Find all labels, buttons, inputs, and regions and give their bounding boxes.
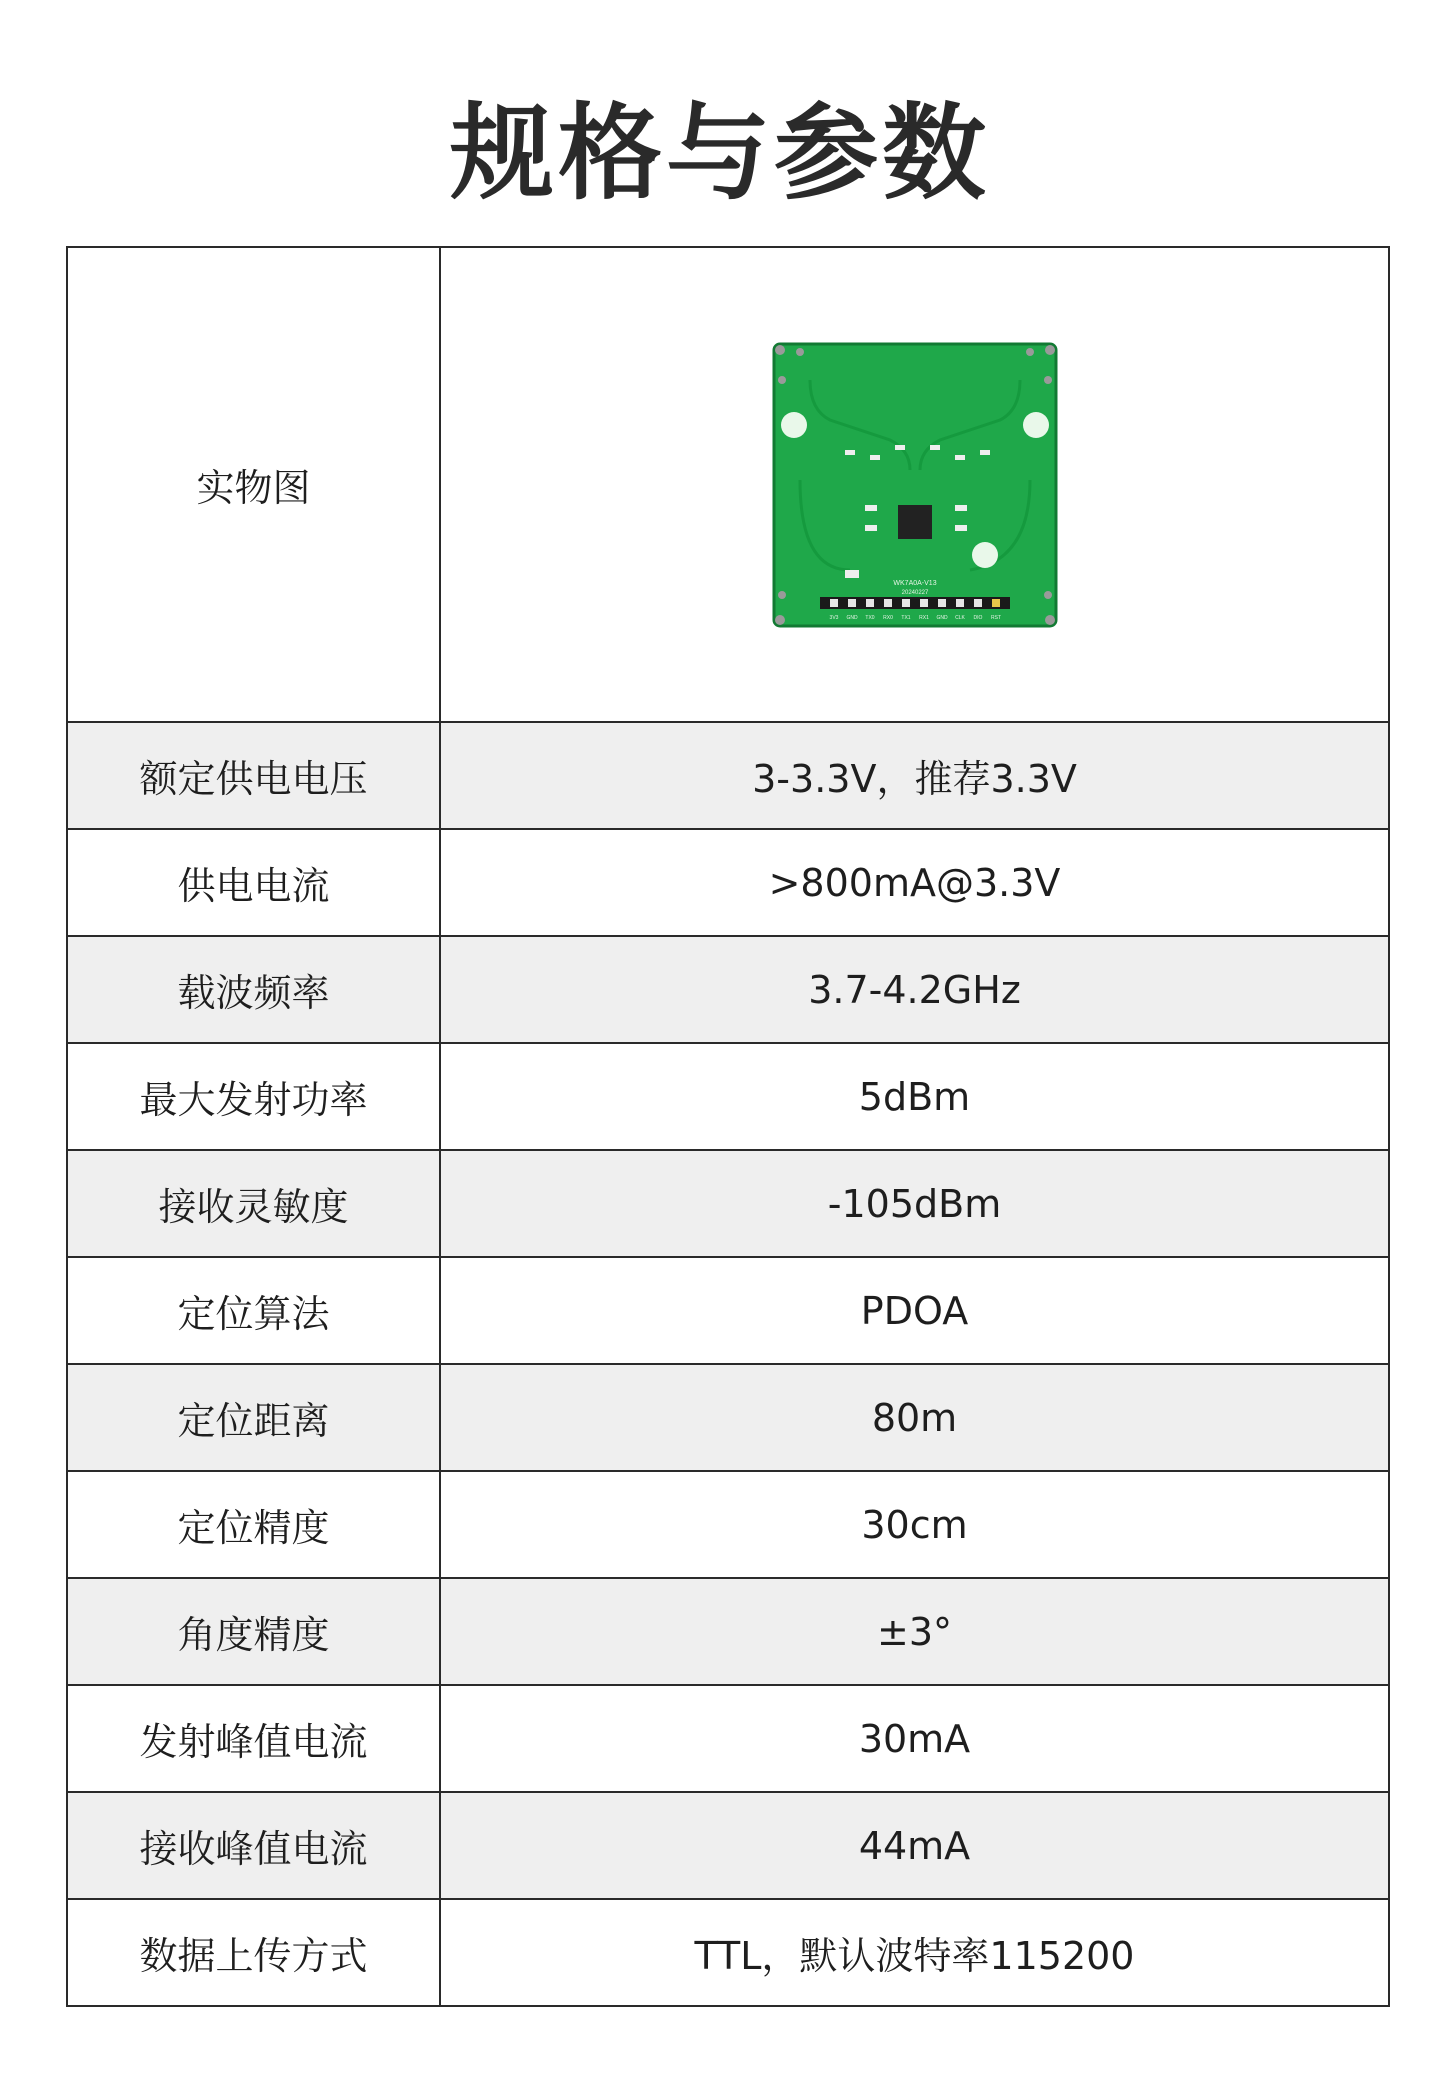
table-row	[67, 829, 1389, 936]
table-row	[67, 722, 1389, 829]
row-value: 3-3.3V，推荐3.3V	[440, 722, 1389, 829]
row-value: >800mA@3.3V	[440, 829, 1389, 936]
row-label: 定位算法	[67, 1257, 440, 1364]
mount-hole	[775, 345, 785, 355]
pin-pad	[884, 599, 892, 607]
smd-component	[865, 505, 877, 511]
smd-component	[930, 445, 940, 450]
mount-hole	[1045, 615, 1055, 625]
table-row	[67, 936, 1389, 1043]
antenna-pad-bottom	[972, 542, 998, 568]
table-row	[67, 1899, 1389, 2006]
smd-component	[870, 455, 880, 460]
table-row	[67, 1471, 1389, 1578]
pin-label: CLK	[954, 614, 965, 621]
row-label: 角度精度	[67, 1578, 440, 1685]
mount-hole	[778, 591, 786, 599]
spec-table	[66, 246, 1390, 2007]
row-value: ±3°	[440, 1578, 1389, 1685]
main-chip	[898, 505, 932, 539]
mount-hole	[1044, 591, 1052, 599]
pin-label: TX0	[864, 614, 875, 621]
pin-pad	[848, 599, 856, 607]
pin-pad	[974, 599, 982, 607]
table-row-photo	[67, 247, 1389, 722]
pcb-model-label: WK7A0A-V13	[892, 579, 937, 587]
pcb-board-image	[770, 340, 1060, 630]
smd-component	[955, 455, 965, 460]
smd-component	[865, 525, 877, 531]
pin-label: RX1	[918, 614, 929, 621]
smd-component	[845, 570, 859, 578]
pin-pad	[830, 599, 838, 607]
smd-component	[845, 450, 855, 455]
table-row	[67, 1043, 1389, 1150]
page-title: 规格与参数	[449, 92, 990, 214]
mount-hole	[1045, 345, 1055, 355]
mount-hole	[1044, 376, 1052, 384]
row-value: -105dBm	[440, 1150, 1389, 1257]
row-value: TTL，默认波特率115200	[440, 1899, 1389, 2006]
smd-component	[955, 505, 967, 511]
mount-hole	[1026, 348, 1034, 356]
pin-pad	[902, 599, 910, 607]
table-row	[67, 1578, 1389, 1685]
row-label: 额定供电电压	[67, 722, 440, 829]
row-label: 实物图	[67, 247, 440, 722]
smd-component	[980, 450, 990, 455]
row-label: 供电电流	[67, 829, 440, 936]
row-value: 3.7-4.2GHz	[440, 936, 1389, 1043]
table-row	[67, 1150, 1389, 1257]
row-label: 定位精度	[67, 1471, 440, 1578]
row-label: 数据上传方式	[67, 1899, 440, 2006]
pin-label: GND	[935, 614, 948, 621]
smd-component	[955, 525, 967, 531]
row-value: 80m	[440, 1364, 1389, 1471]
pin-pad	[992, 599, 1000, 607]
pin-label: RX0	[882, 614, 893, 621]
smd-component	[895, 445, 905, 450]
row-label: 接收峰值电流	[67, 1792, 440, 1899]
product-photo-cell	[440, 247, 1389, 722]
table-row	[67, 1364, 1389, 1471]
row-value: 5dBm	[440, 1043, 1389, 1150]
mount-hole	[775, 615, 785, 625]
row-label: 载波频率	[67, 936, 440, 1043]
row-label: 发射峰值电流	[67, 1685, 440, 1792]
mount-hole	[796, 348, 804, 356]
table-row	[67, 1792, 1389, 1899]
pin-label: DIO	[973, 614, 982, 621]
row-label: 接收灵敏度	[67, 1150, 440, 1257]
pin-pad	[866, 599, 874, 607]
table-row	[67, 1685, 1389, 1792]
pin-label: TX1	[900, 614, 911, 621]
row-value: 30mA	[440, 1685, 1389, 1792]
pin-label: GND	[845, 614, 858, 621]
antenna-pad-left	[781, 412, 807, 438]
pcb-date-label: 20240227	[901, 589, 928, 596]
row-value: 30cm	[440, 1471, 1389, 1578]
pin-label: 3V3	[829, 614, 838, 621]
row-value: PDOA	[440, 1257, 1389, 1364]
antenna-pad-right	[1023, 412, 1049, 438]
row-label: 最大发射功率	[67, 1043, 440, 1150]
row-label: 定位距离	[67, 1364, 440, 1471]
pin-pad	[920, 599, 928, 607]
table-row	[67, 1257, 1389, 1364]
row-value: 44mA	[440, 1792, 1389, 1899]
pin-pad	[956, 599, 964, 607]
pin-label: RST	[990, 614, 1001, 621]
mount-hole	[778, 376, 786, 384]
pin-pad	[938, 599, 946, 607]
